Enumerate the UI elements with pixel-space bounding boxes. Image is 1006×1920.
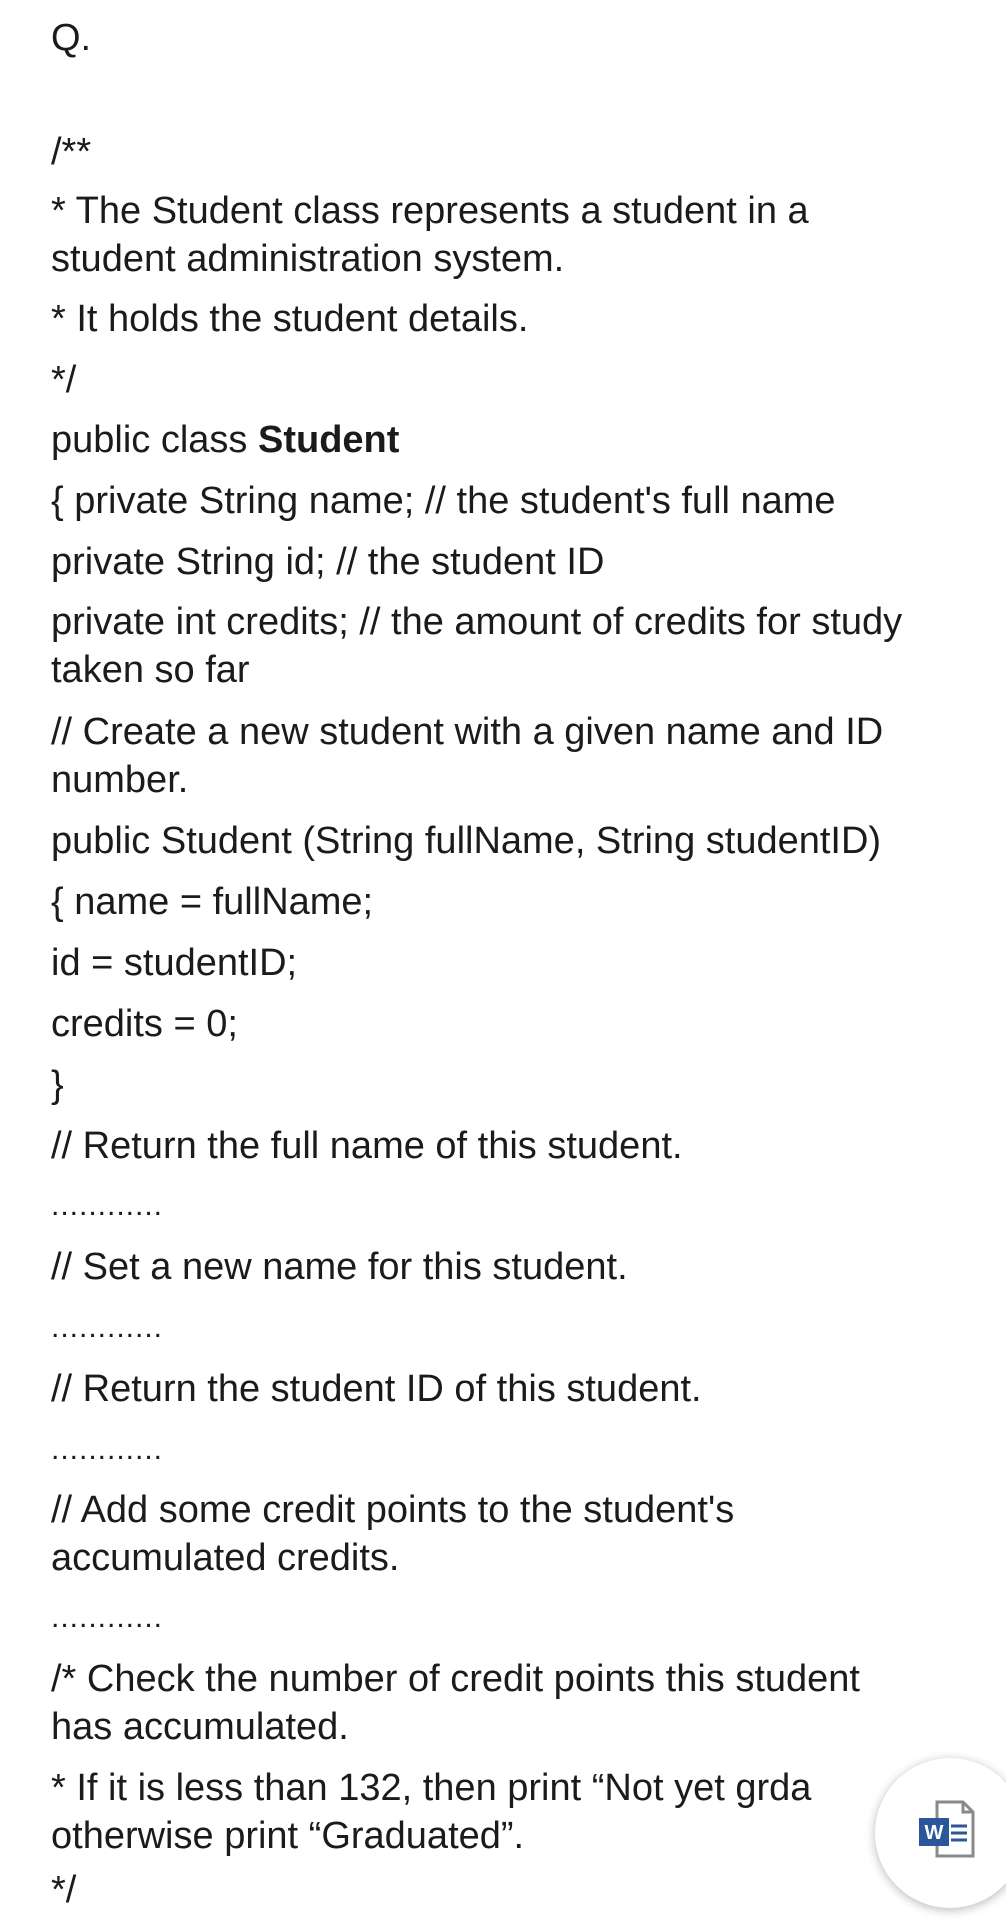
code-comment: * If it is less than 132, then print “Not yet grda	[51, 1767, 812, 1809]
class-keywords: public class	[51, 419, 258, 461]
blank-placeholder: ............	[51, 1189, 164, 1222]
code-comment: // Create a new student with a given name and ID	[51, 711, 884, 753]
code-comment: has accumulated.	[51, 1706, 349, 1748]
code-comment: number.	[51, 759, 189, 801]
blank-placeholder: ............	[51, 1311, 164, 1344]
code-line: }	[51, 1064, 64, 1106]
code-comment: // Return the student ID of this student.	[51, 1368, 702, 1410]
code-line: { private String name; // the student's full name	[51, 480, 836, 522]
class-declaration	[51, 416, 399, 464]
comment-line: * The Student class represents a student in a	[51, 190, 809, 232]
code-comment: // Return the full name of this student.	[51, 1125, 683, 1167]
code-comment: accumulated credits.	[51, 1537, 400, 1579]
svg-text:W: W	[924, 1822, 944, 1844]
comment-line: student administration system.	[51, 238, 565, 280]
class-name: Student	[257, 419, 400, 461]
code-comment: otherwise print “Graduated”.	[51, 1815, 525, 1857]
doc-comment-close: */	[51, 359, 77, 401]
code-comment: /* Check the number of credit points this student	[51, 1658, 860, 1700]
code-line: id = studentID;	[51, 942, 298, 984]
code-line: private String id; // the student ID	[51, 541, 605, 583]
comment-line: * It holds the student details.	[51, 298, 529, 340]
code-line: public Student (String fullName, String studentID)	[51, 820, 882, 862]
blank-placeholder: ............	[51, 1601, 164, 1634]
question-label: Q.	[51, 17, 92, 59]
doc-comment-open: /**	[51, 131, 92, 173]
code-comment: // Add some credit points to the student's	[51, 1489, 735, 1531]
code-line: credits = 0;	[51, 1003, 238, 1045]
code-line: private int credits; // the amount of credits for study	[51, 601, 903, 643]
code-line: { name = fullName;	[51, 881, 374, 923]
blank-placeholder: ............	[51, 1433, 164, 1466]
comment-close: */	[51, 1869, 77, 1911]
code-line: taken so far	[51, 649, 250, 691]
word-icon	[915, 1796, 979, 1862]
code-comment: // Set a new name for this student.	[51, 1246, 628, 1288]
